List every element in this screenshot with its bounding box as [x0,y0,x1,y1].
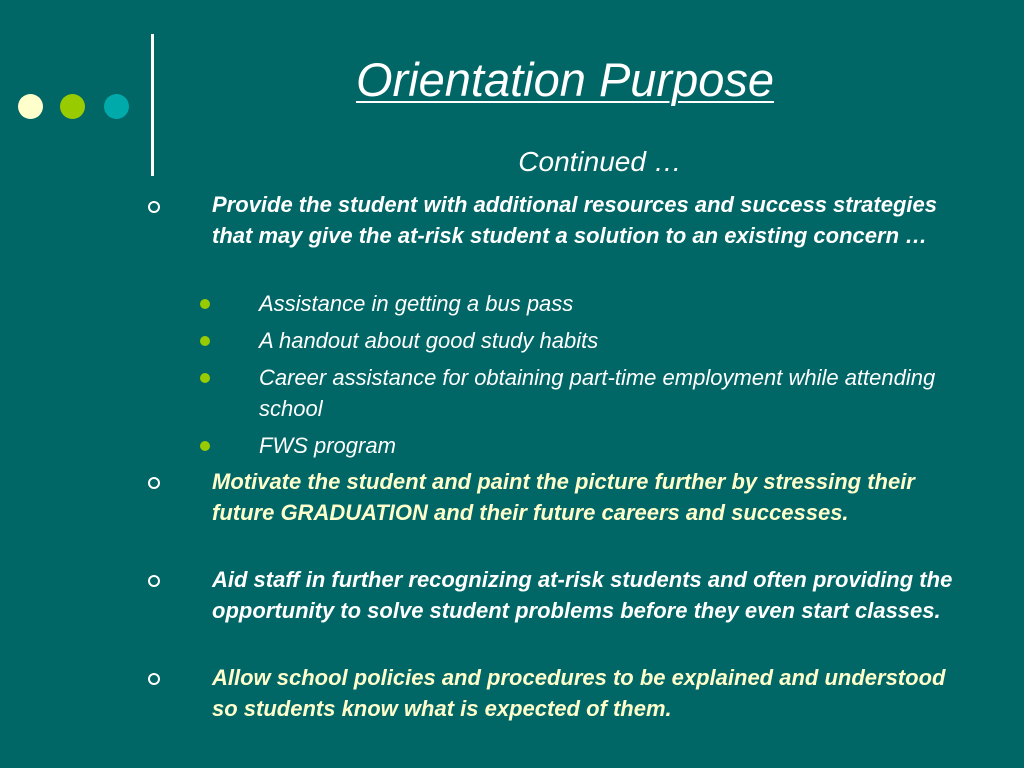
green-dot-bullet-icon [200,299,210,309]
green-dot-bullet-icon [200,373,210,383]
slide-subtitle: Continued … [518,146,682,177]
title-divider-line [151,34,154,176]
ring-bullet-icon [148,477,160,489]
bullet-item: Motivate the student and paint the picture further by stressing their future GRADUATION and their future careers and successes. [212,469,915,525]
bullet-item: Aid staff in further recognizing at-risk students and often providing the opportunity to solve student problems before they even start classes. [212,567,953,623]
sub-bullet-item: A handout about good study habits [259,328,599,353]
sub-bullet-item: Assistance in getting a bus pass [259,291,574,316]
bullet-item: Allow school policies and procedures to be explained and understood so students know what is expected of them. [212,665,946,721]
sub-bullet-item: FWS program [259,433,396,458]
sub-bullet-item: Career assistance for obtaining part-time employment while attending school [259,365,936,421]
ring-bullet-icon [148,575,160,587]
ring-bullet-icon [148,673,160,685]
green-dot-bullet-icon [200,441,210,451]
decorative-teal-dot [104,94,129,119]
decorative-cream-dot [18,94,43,119]
slide-title: Orientation Purpose [355,53,775,106]
bullet-item: Provide the student with additional resources and success strategies that may give the at-risk student a solution to an existing concern … [212,192,937,248]
decorative-green-dot [60,94,85,119]
green-dot-bullet-icon [200,336,210,346]
ring-bullet-icon [148,201,160,213]
